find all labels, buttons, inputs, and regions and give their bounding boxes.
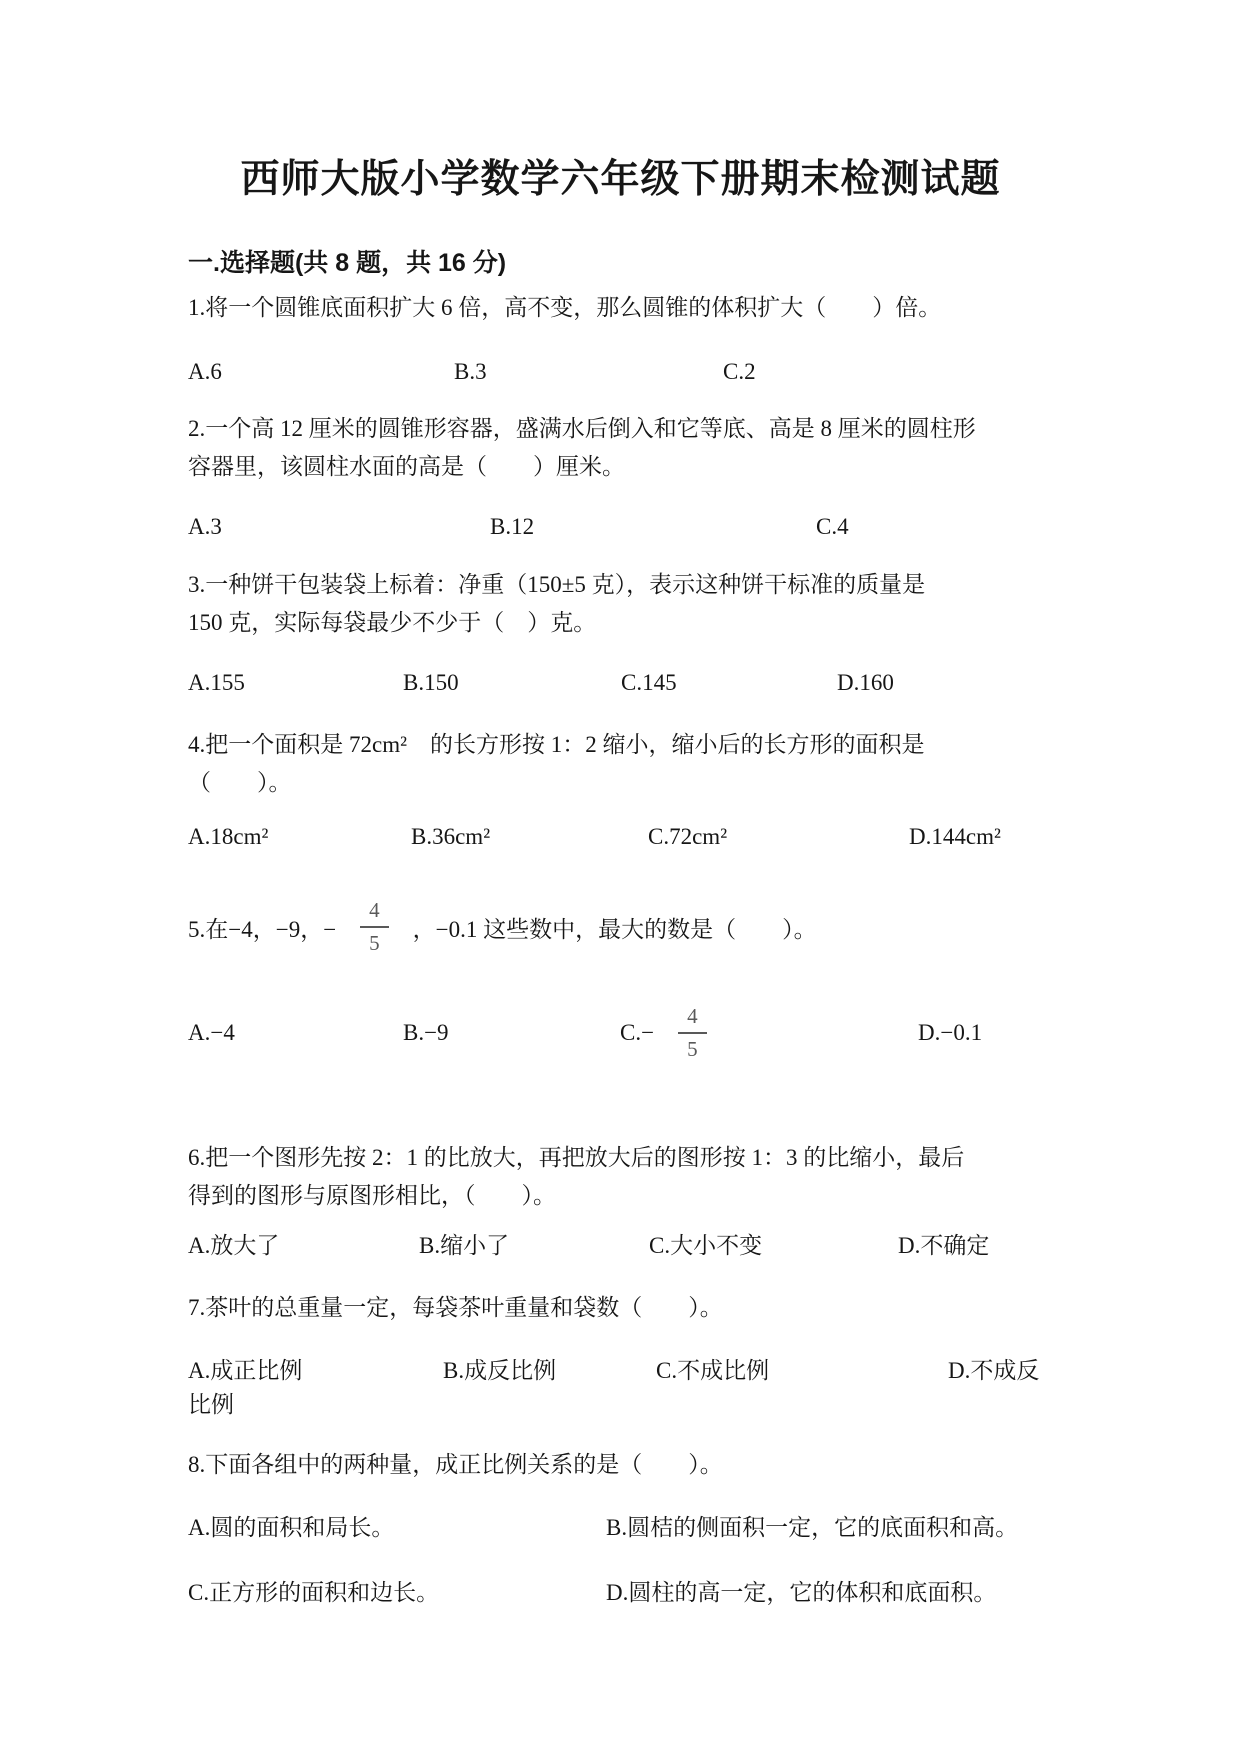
- option-item: D.圆柱的高一定，它的体积和底面积。: [606, 1580, 997, 1605]
- option-item: [620, 1000, 731, 1066]
- question-6-options: [188, 1231, 1118, 1265]
- option-item: D.160: [837, 670, 894, 695]
- fraction: [678, 1006, 707, 1060]
- option-item: B.3: [454, 359, 487, 384]
- question-3-text-line2: 150 克，实际每袋最少不少于（ ）克。: [188, 610, 597, 635]
- option-item: C.72cm²: [648, 824, 728, 849]
- option-item: A.3: [188, 514, 222, 539]
- option-c-label: C.−: [620, 1020, 655, 1045]
- option-item: B.36cm²: [411, 824, 491, 849]
- question-5-options: [188, 1000, 1118, 1066]
- option-item: A.成正比例: [188, 1358, 303, 1383]
- option-item: B.12: [490, 514, 535, 539]
- question-6-text-line1: 6.把一个图形先按 2：1 的比放大，再把放大后的图形按 1：3 的比缩小，最后: [188, 1145, 965, 1170]
- option-item: D.不成反: [948, 1358, 1040, 1383]
- question-4-text-line2: （ ）。: [188, 770, 292, 795]
- question-5-prefix: 5.在−4，−9，−: [188, 916, 337, 942]
- option-item: A.18cm²: [188, 824, 269, 849]
- option-item: C.4: [816, 514, 849, 539]
- option-item: B.−9: [403, 1020, 449, 1045]
- option-item: C.正方形的面积和边长。: [188, 1580, 440, 1605]
- question-2-options: [188, 512, 1118, 546]
- page-title: 西师大版小学数学六年级下册期末检测试题: [240, 158, 1001, 201]
- section-heading: 一.选择题(共 8 题，共 16 分): [188, 249, 507, 277]
- option-item: C.大小不变: [649, 1233, 763, 1258]
- option-item: B.150: [403, 670, 459, 695]
- option-item: B.缩小了: [419, 1233, 510, 1258]
- option-item: A.−4: [188, 1020, 235, 1045]
- option-item: D.−0.1: [918, 1020, 983, 1045]
- question-8-text: 8.下面各组中的两种量，成正比例关系的是（ ）。: [188, 1452, 723, 1477]
- option-item: A.圆的面积和局长。: [188, 1515, 395, 1540]
- question-5-suffix: ，−0.1 这些数中，最大的数是（ ）。: [412, 916, 817, 942]
- fraction-denominator: 5: [687, 1037, 698, 1061]
- question-1-options: [188, 357, 1118, 391]
- question-7-option-wrap-line: 比例: [188, 1392, 234, 1417]
- option-item: A.155: [188, 670, 245, 695]
- question-6-text-line2: 得到的图形与原图形相比，（ ）。: [188, 1183, 556, 1208]
- option-item: C.145: [621, 670, 677, 695]
- question-8-options-row1: [188, 1513, 1148, 1547]
- fraction-denominator: 5: [369, 931, 380, 955]
- question-7-options: [188, 1356, 1148, 1390]
- question-1-text: 1.将一个圆锥底面积扩大 6 倍，高不变，那么圆锥的体积扩大（ ）倍。: [188, 295, 942, 320]
- fraction-numerator: 4: [360, 900, 389, 928]
- question-2-text-line2: 容器里，该圆柱水面的高是（ ）厘米。: [188, 454, 625, 479]
- question-3-text-line1: 3.一种饼干包装袋上标着：净重（150±5 克），表示这种饼干标准的质量是: [188, 572, 926, 597]
- question-4-options: [188, 822, 1118, 856]
- question-3-options: [188, 668, 1118, 702]
- question-2-text-line1: 2.一个高 12 厘米的圆锥形容器，盛满水后倒入和它等底、高是 8 厘米的圆柱形: [188, 416, 976, 441]
- option-item: C.2: [723, 359, 756, 384]
- fraction: [360, 900, 389, 954]
- question-4-text-line1: 4.把一个面积是 72cm² 的长方形按 1：2 缩小，缩小后的长方形的面积是: [188, 732, 925, 757]
- option-item: D.144cm²: [909, 824, 1001, 849]
- fraction-numerator: 4: [678, 1006, 707, 1034]
- question-8-options-row2: [188, 1578, 1148, 1612]
- option-item: B.成反比例: [443, 1358, 557, 1383]
- option-item: A.6: [188, 359, 222, 384]
- option-item: B.圆桔的侧面积一定，它的底面积和高。: [606, 1515, 1019, 1540]
- option-item: C.不成比例: [656, 1358, 770, 1383]
- question-5-text: [188, 894, 817, 960]
- option-item: A.放大了: [188, 1233, 280, 1258]
- option-item: D.不确定: [898, 1233, 990, 1258]
- question-7-text: 7.茶叶的总重量一定，每袋茶叶重量和袋数（ ）。: [188, 1295, 723, 1320]
